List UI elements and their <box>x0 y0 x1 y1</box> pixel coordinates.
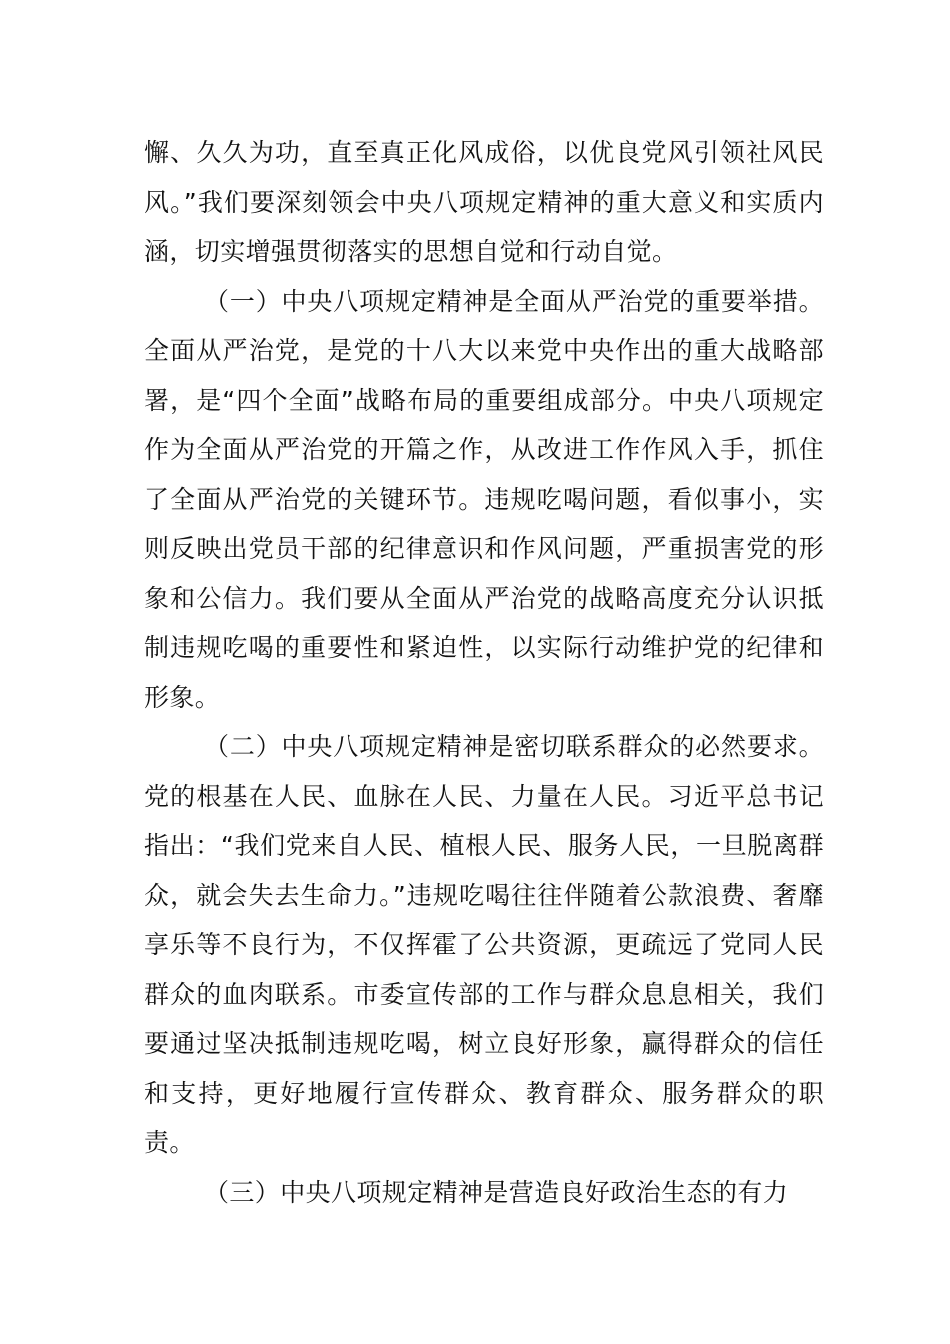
paragraph-section-two: （二）中央八项规定精神是密切联系群众的必然要求。党的根基在人民、血脉在人民、力量在人民。习近平总书记指出：“我们党来自人民、植根人民、服务人民，一旦脱离群众，就会失去生命力。”违规吃喝往往伴随着公款浪费、奢靡享乐等不良行为，不仅挥霍了公共资源，更疏远了党同人民群众的血肉联系。市委宣传部的工作与群众息息相关，我们要通过坚决抵制违规吃喝，树立良好形象，赢得群众的信任和支持，更好地履行宣传群众、教育群众、服务群众的职责。 <box>144 732 824 1157</box>
paragraph-section-one: （一）中央八项规定精神是全面从严治党的重要举措。全面从严治党，是党的十八大以来党中央作出的重大战略部署，是“四个全面”战略布局的重要组成部分。中央八项规定作为全面从严治党的开篇之作，从改进工作作风入手，抓住了全面从严治党的关键环节。违规吃喝问题，看似事小，实则反映出党员干部的纪律意识和作风问题，严重损害党的形象和公信力。我们要从全面从严治党的战略高度充分认识抵制违规吃喝的重要性和紧迫性，以实际行动维护党的纪律和形象。 <box>144 286 824 712</box>
paragraph-section-three: （三）中央八项规定精神是营造良好政治生态的有力 <box>204 1177 789 1207</box>
paragraph-intro-continuation: 懈、久久为功，直至真正化风成俗，以优良党风引领社风民风。”我们要深刻领会中央八项规定精神的重大意义和实质内涵，切实增强贯彻落实的思想自觉和行动自觉。 <box>144 138 824 266</box>
document-body <box>144 128 824 1217</box>
